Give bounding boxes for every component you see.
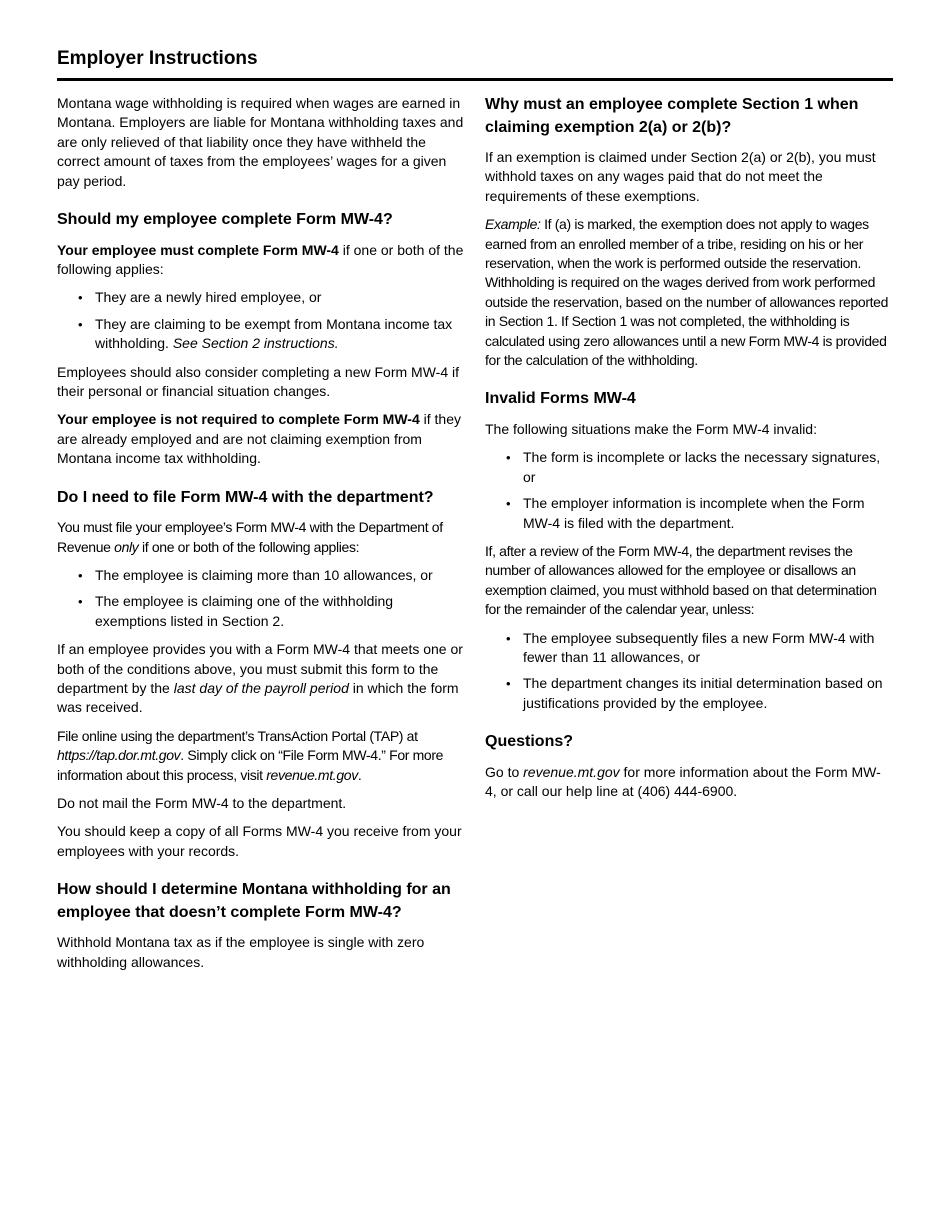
text-run: if one or both of the following applies: — [57, 241, 464, 277]
text-run: if one or both of the following applies: — [138, 538, 360, 555]
paragraph — [57, 727, 464, 785]
column-left — [57, 94, 464, 981]
text-run: Why must an employee complete Section 1 when claiming exemption 2(a) or 2(b)? — [485, 96, 859, 136]
paragraph — [57, 933, 464, 972]
text-run: They are claiming to be exempt from Montana income tax withholding. — [95, 315, 453, 352]
text-run: You should keep a copy of all Forms MW-4 you receive from your employees with your records. — [57, 823, 462, 859]
section-heading — [57, 879, 464, 924]
paragraph — [485, 215, 892, 370]
bullet-item — [485, 674, 892, 713]
text-run: for more information about the Form MW-4, or call our help line at (406) 444-6900. — [485, 763, 881, 800]
bullet-item — [57, 592, 464, 631]
bullet-item — [485, 629, 892, 668]
page-header — [57, 47, 893, 81]
paragraph — [57, 241, 464, 280]
text-run: If an employee provides you with a Form MW-4 that meets one or both of the conditions above, you must submit this form to the department by the — [57, 641, 463, 696]
paragraph — [485, 148, 892, 206]
bullet-list — [485, 448, 892, 533]
italic-text-run: Example: — [485, 216, 541, 233]
bullet-list — [485, 629, 892, 714]
text-run: How should I determine Montana withholding for an employee that doesn’t complete Form MW-4? — [57, 881, 451, 921]
text-run: . Simply click on “File Form MW-4.” For more information about this process, visit — [57, 747, 444, 783]
text-run: Do not mail the Form MW-4 to the department. — [57, 794, 347, 811]
section-heading — [57, 487, 464, 510]
text-run: Montana wage withholding is required when wages are earned in Montana. Employers are liable for Montana withholding taxes and are only relieved of that liability once they have withheld the correct amount of taxes from the employees’ wages for a given pay period. — [57, 95, 464, 189]
text-run: If, after a review of the Form MW-4, the department revises the number of allowances allowed for the employee or disallows an exemption claimed, you must withhold based on that determination for the remainder of the calendar year, unless: — [485, 543, 877, 618]
text-run: in which the form was received. — [57, 679, 459, 716]
paragraph — [57, 822, 464, 861]
bold-text-run: Your employee is not required to complete Form MW-4 — [57, 411, 420, 428]
bullet-item — [57, 315, 464, 354]
bullet-item — [485, 448, 892, 487]
bullet-item — [57, 288, 464, 307]
bold-text-run: Your employee must complete Form MW-4 — [57, 241, 339, 258]
two-column-layout — [57, 94, 893, 981]
text-run: . — [357, 766, 362, 783]
text-run: The employer information is incomplete when the Form MW-4 is filed with the department. — [523, 495, 865, 531]
text-run: Withhold Montana tax as if the employee is single with zero withholding allowances. — [57, 934, 425, 970]
text-run: Employees should also consider completing a new Form MW-4 if their personal or financial situation changes. — [57, 363, 460, 399]
section-heading — [57, 209, 464, 232]
text-run: The department changes its initial determination based on justifications provided by the employee. — [523, 675, 883, 711]
bullet-list — [57, 288, 464, 353]
section-heading — [485, 731, 892, 754]
section-heading — [485, 94, 892, 139]
section-heading — [485, 388, 892, 411]
text-run: if they are already employed and are not claiming exemption from Montana income tax withholding. — [57, 411, 461, 467]
page-title: Employer Instructions — [57, 48, 258, 69]
paragraph — [57, 794, 464, 813]
text-run: They are a newly hired employee, or — [95, 289, 322, 306]
bullet-list — [57, 566, 464, 631]
text-run: Go to — [485, 763, 524, 780]
paragraph — [485, 542, 892, 620]
paragraph — [57, 94, 464, 191]
title-rule — [57, 78, 893, 81]
paragraph — [57, 363, 464, 402]
text-run: You must file your employee’s Form MW-4 with the Department of Revenue — [57, 519, 443, 555]
text-run: If (a) is marked, the exemption does not apply to wages earned from an enrolled member of a tribe, residing on his or her reservation, when the work is performed outside the reservation. Withholding is required on the wages derived from work performed outside the reservation, based on the number of allowances reported in Section 1. If Section 1 was not completed, the withholding is calculated using zero allowances until a new Form MW-4 is provided for the calculation of the withholding. — [485, 216, 889, 369]
text-run: The employee is claiming one of the withholding exemptions listed in Section 2. — [95, 593, 394, 629]
text-run: The form is incomplete or lacks the necessary signatures, or — [523, 449, 881, 485]
text-run: Do I need to file Form MW-4 with the department? — [57, 488, 434, 506]
text-run: If an exemption is claimed under Section 2(a) or 2(b), you must withhold taxes on any wages paid that do not meet the requirements of these exemptions. — [485, 149, 876, 204]
text-run: The employee is claiming more than 10 allowances, or — [95, 566, 433, 583]
italic-text-run: revenue.mt.gov — [523, 763, 620, 780]
paragraph — [57, 518, 464, 557]
text-run: Questions? — [485, 733, 574, 751]
text-run: The following situations make the Form MW-4 invalid: — [485, 420, 817, 437]
paragraph — [485, 763, 892, 802]
text-run: Should my employee complete Form MW-4? — [57, 211, 393, 229]
paragraph — [57, 410, 464, 468]
text-run: File online using the department’s TransAction Portal (TAP) at — [57, 727, 418, 744]
paragraph — [485, 420, 892, 439]
italic-text-run: only — [114, 538, 139, 555]
italic-text-run: https://tap.dor.mt.gov — [57, 747, 181, 764]
italic-text-run: last day of the payroll period — [173, 679, 349, 696]
paragraph — [57, 640, 464, 718]
column-right — [485, 94, 892, 981]
italic-text-run: revenue.mt.gov — [266, 766, 358, 783]
bullet-item — [57, 566, 464, 585]
text-run: Invalid Forms MW-4 — [485, 390, 636, 408]
text-run: The employee subsequently files a new Form MW-4 with fewer than 11 allowances, or — [523, 629, 875, 666]
bullet-item — [485, 494, 892, 533]
italic-text-run: See Section 2 instructions. — [172, 335, 339, 352]
